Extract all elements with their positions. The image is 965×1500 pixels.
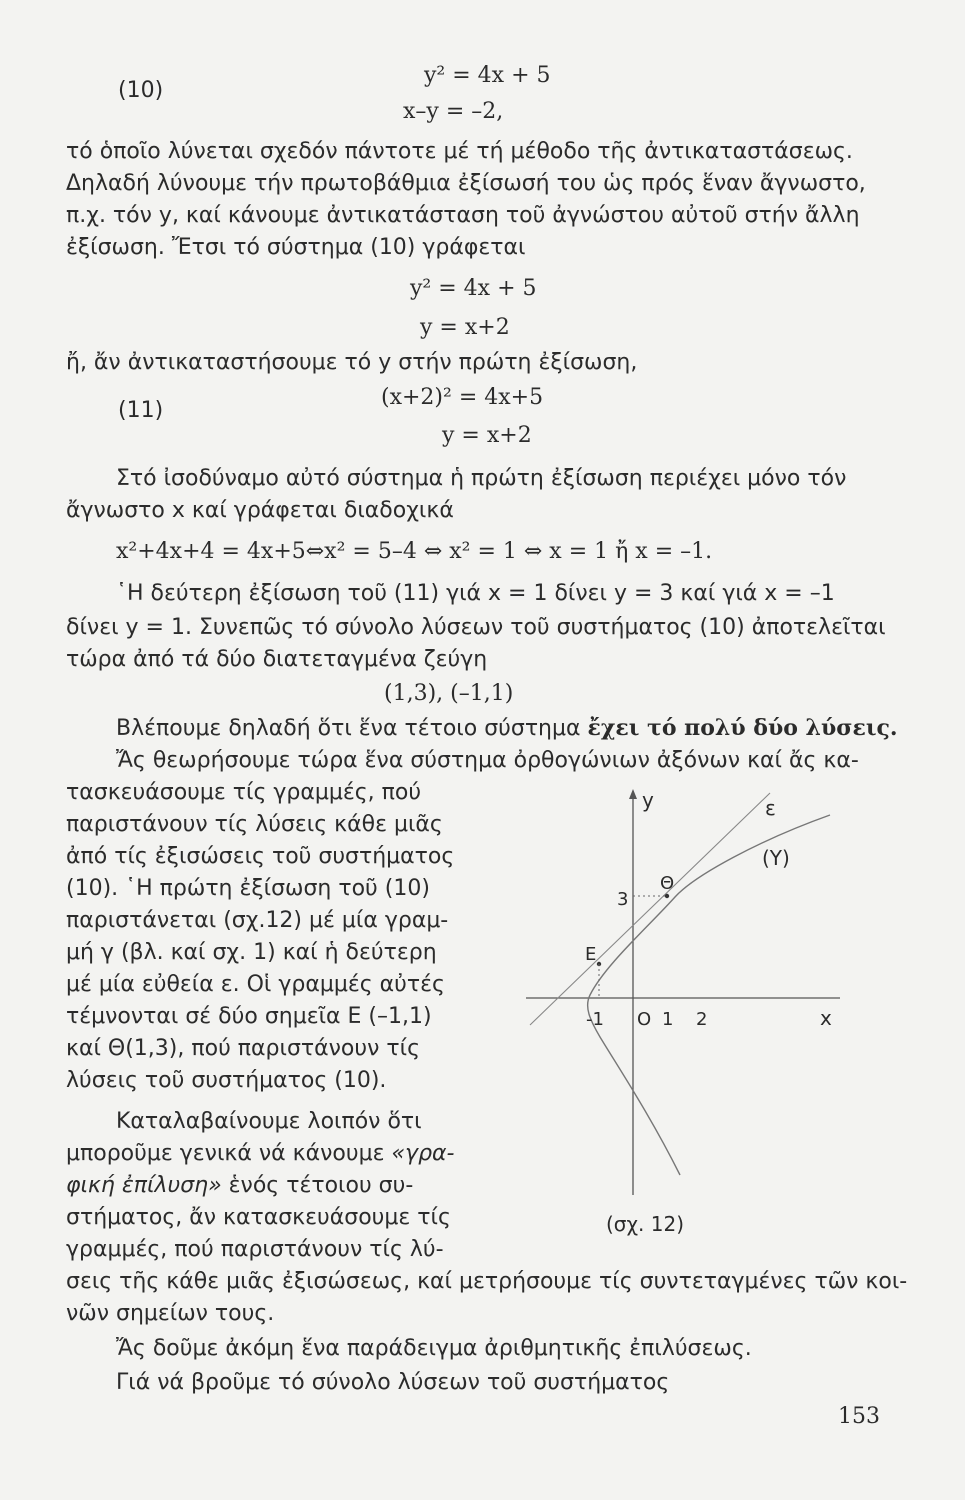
paragraph-line: παριστάνουν τίς λύσεις κάθε μιᾶς	[66, 812, 443, 837]
italic-text: φική ἐπίλυση»	[66, 1173, 222, 1198]
equation-10-line-2: x–y = –2,	[403, 99, 504, 124]
equation-chain: x²+4x+4 = 4x+5⇔x² = 5–4 ⇔ x² = 1 ⇔ x = 1 ἤ x = –1.	[116, 539, 713, 564]
paragraph-text: μποροῦμε γενικά νά κάνουμε	[66, 1141, 392, 1166]
paragraph-text: Βλέπουμε δηλαδή ὅτι ἕνα τέτοιο σύστημα	[116, 716, 588, 741]
paragraph-line: στήματος, ἄν κατασκευάσουμε τίς	[66, 1205, 451, 1230]
equation-11-line-1: (x+2)² = 4x+5	[381, 385, 544, 410]
paragraph-line: νῶν σημείων τους.	[66, 1301, 275, 1326]
paragraph-line: Ἄς θεωρήσουμε τώρα ἕνα σύστημα ὀρθογώνιων ἀξόνων καί ἄς κα-	[116, 748, 859, 773]
point-e-label: Ε	[585, 944, 597, 965]
x-axis-label: x	[820, 1006, 832, 1030]
y-axis-label: y	[642, 788, 654, 812]
paragraph-line: ἄγνωστο x καί γράφεται διαδοχικά	[66, 498, 454, 523]
paragraph-line: ἤ, ἄν ἀντικαταστήσουμε τό y στήν πρώτη ἐξίσωση,	[66, 350, 638, 375]
origin-label: O	[637, 1009, 652, 1030]
figure-12	[500, 785, 830, 1205]
paragraph-line: μέ μία εὐθεία ε. Οἱ γραμμές αὐτές	[66, 972, 445, 997]
figure-caption: (σχ. 12)	[606, 1212, 684, 1236]
paragraph-line	[116, 712, 898, 745]
equation-label-11: (11)	[118, 398, 164, 423]
paragraph-line: παριστάνεται (σχ.12) μέ μία γραμ-	[66, 908, 449, 933]
paragraph-line	[66, 1170, 413, 1202]
solution-pairs: (1,3), (–1,1)	[384, 681, 514, 706]
paragraph-line: καί Θ(1,3), πού παριστάνουν τίς	[66, 1036, 420, 1061]
paragraph-line: ἐξίσωση. Ἔτσι τό σύστημα (10) γράφεται	[66, 235, 526, 260]
paragraph-line: Καταλαβαίνουμε λοιπόν ὅτι	[116, 1109, 422, 1134]
paragraph-text: ἑνός τέτοιου συ-	[221, 1173, 414, 1198]
paragraph-line: σεις τῆς κάθε μιᾶς ἐξισώσεως, καί μετρήσουμε τίς συντεταγμένες τῶν κοι-	[66, 1269, 908, 1294]
paragraph-line: τώρα ἀπό τά δύο διατεταγμένα ζεύγη	[66, 647, 488, 672]
line-epsilon	[530, 793, 770, 1025]
paragraph-line: Δηλαδή λύνουμε τήν πρωτοβάθμια ἐξίσωσή του ὡς πρός ἕναν ἄγνωστο,	[66, 171, 866, 196]
page-number: 153	[838, 1404, 880, 1429]
equation-label-10: (10)	[118, 78, 164, 103]
equation-line: y² = 4x + 5	[410, 276, 537, 301]
tick-label: 3	[617, 889, 629, 910]
equation-10-line-1: y² = 4x + 5	[424, 63, 551, 88]
paragraph-line: τασκευάσουμε τίς γραμμές, πού	[66, 780, 422, 805]
line-label: ε	[765, 796, 776, 820]
tick-label: 1	[662, 1009, 674, 1030]
paragraph-line: λύσεις τοῦ συστήματος (10).	[66, 1068, 387, 1093]
point-theta-label: Θ	[660, 873, 675, 894]
paragraph-line: Γιά νά βροῦμε τό σύνολο λύσεων τοῦ συστήματος	[116, 1370, 670, 1395]
equation-11-line-2: y = x+2	[442, 423, 532, 448]
y-axis-arrow	[629, 789, 637, 799]
tick-label: 2	[696, 1009, 708, 1030]
emphasis-text: ἔχει τό πολύ δύο λύσεις.	[587, 715, 898, 741]
tick-label: -1	[586, 1009, 604, 1030]
italic-text: «γρα-	[391, 1141, 455, 1166]
paragraph-line: Ἄς δοῦμε ἀκόμη ἕνα παράδειγμα ἀριθμητικῆς ἐπιλύσεως.	[116, 1336, 752, 1361]
paragraph-line: (10). ῾Η πρώτη ἐξίσωση τοῦ (10)	[66, 876, 430, 901]
paragraph-line: μή γ (βλ. καί σχ. 1) καί ἡ δεύτερη	[66, 940, 437, 965]
paragraph-line: γραμμές, πού παριστάνουν τίς λύ-	[66, 1237, 444, 1262]
paragraph-line: τέμνονται σέ δύο σημεῖα Ε (–1,1)	[66, 1004, 432, 1029]
paragraph-line: ῾Η δεύτερη ἐξίσωση τοῦ (11) γιά x = 1 δίνει y = 3 καί γιά x = –1	[116, 581, 835, 606]
paragraph-line: τό ὁποῖο λύνεται σχεδόν πάντοτε μέ τή μέθοδο τῆς ἀντικαταστάσεως.	[66, 139, 853, 164]
parabola-curve	[588, 815, 830, 1175]
equation-line: y = x+2	[420, 315, 510, 340]
paragraph-line	[66, 1138, 454, 1170]
paragraph-line: δίνει y = 1. Συνεπῶς τό σύνολο λύσεων τοῦ συστήματος (10) ἀποτελεῖται	[66, 615, 886, 640]
curve-label: (Υ)	[762, 846, 790, 870]
paragraph-line: Στό ἰσοδύναμο αὐτό σύστημα ἡ πρώτη ἐξίσωση περιέχει μόνο τόν	[116, 466, 847, 491]
paragraph-line: π.χ. τόν y, καί κάνουμε ἀντικατάσταση τοῦ ἀγνώστου αὐτοῦ στήν ἄλλη	[66, 203, 860, 228]
paragraph-line: ἀπό τίς ἐξισώσεις τοῦ συστήματος	[66, 844, 455, 869]
